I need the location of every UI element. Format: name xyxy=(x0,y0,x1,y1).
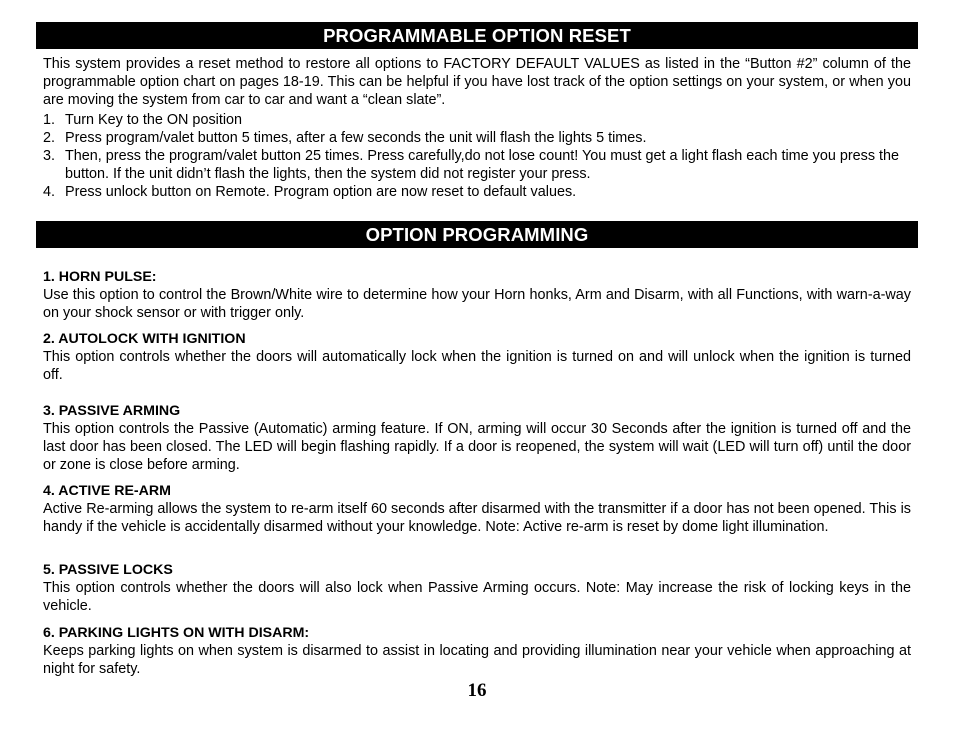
step-number: 2. xyxy=(43,130,56,146)
reset-step xyxy=(43,147,911,183)
option-heading: 1. HORN PULSE: xyxy=(43,269,157,285)
option-description: Keeps parking lights on when system is disarmed to assist in locating and providing illumination near your vehicle when approaching at night for safety. xyxy=(43,643,911,677)
step-text: Press unlock button on Remote. Program option are now reset to default values. xyxy=(65,184,577,200)
option-description: This option controls whether the doors will also lock when Passive Arming occurs. Note: May increase the risk of locking keys in the vehicle. xyxy=(43,580,911,614)
option-heading: 6. PARKING LIGHTS ON WITH DISARM: xyxy=(43,625,310,641)
option-heading: 5. PASSIVE LOCKS xyxy=(43,562,173,578)
reset-steps-list xyxy=(43,111,911,201)
option-description: Active Re-arming allows the system to re-arm itself 60 seconds after disarmed with the transmitter if a door has not been opened. This is handy if the vehicle is accidentally disarmed without your knowledge. Note: Active re-arm is reset by dome light illumination. xyxy=(43,501,911,535)
step-text: Then, press the program/valet button 25 times. Press carefully,do not lose count! You must get a light flash each time you press the button. If the unit didn’t flash the lights, then the system did not register your press. xyxy=(65,148,900,182)
option-description: This option controls whether the doors will automatically lock when the ignition is turned on and will unlock when the ignition is turned off. xyxy=(43,349,911,383)
reset-step xyxy=(43,111,911,129)
page-number: 16 xyxy=(467,680,487,701)
option-heading: 4. ACTIVE RE-ARM xyxy=(43,483,171,499)
reset-step xyxy=(43,129,911,147)
step-text: Press program/valet button 5 times, after a few seconds the unit will flash the lights 5 times. xyxy=(65,130,647,146)
programming-section-title: OPTION PROGRAMMING xyxy=(36,221,918,248)
option-description: This option controls the Passive (Automatic) arming feature. If ON, arming will occur 30 Seconds after the ignition is turned off and the last door has been closed. The LED will begin flashing rapidly. If a door is reopened, the system will wait (LED will turn off) until the door or zone is close before arming. xyxy=(43,421,911,473)
option-description: Use this option to control the Brown/White wire to determine how your Horn honks, Arm and Disarm, with all Functions, with warn-a-way on your shock sensor or with trigger only. xyxy=(43,287,911,321)
reset-step xyxy=(43,183,911,201)
reset-intro-paragraph: This system provides a reset method to restore all options to FACTORY DEFAULT VALUES as listed in the “Button #2” column of the programmable option chart on pages 18-19. This can be helpful if you have lost track of the option settings on your system, or when you are moving the system from car to car and want a “clean slate”. xyxy=(43,56,911,108)
option-heading: 3. PASSIVE ARMING xyxy=(43,403,181,419)
step-number: 1. xyxy=(43,112,56,128)
step-text: Turn Key to the ON position xyxy=(65,112,243,128)
step-number: 3. xyxy=(43,148,56,164)
reset-section-title: PROGRAMMABLE OPTION RESET xyxy=(36,22,918,49)
option-heading: 2. AUTOLOCK WITH IGNITION xyxy=(43,331,246,347)
step-number: 4. xyxy=(43,184,56,200)
